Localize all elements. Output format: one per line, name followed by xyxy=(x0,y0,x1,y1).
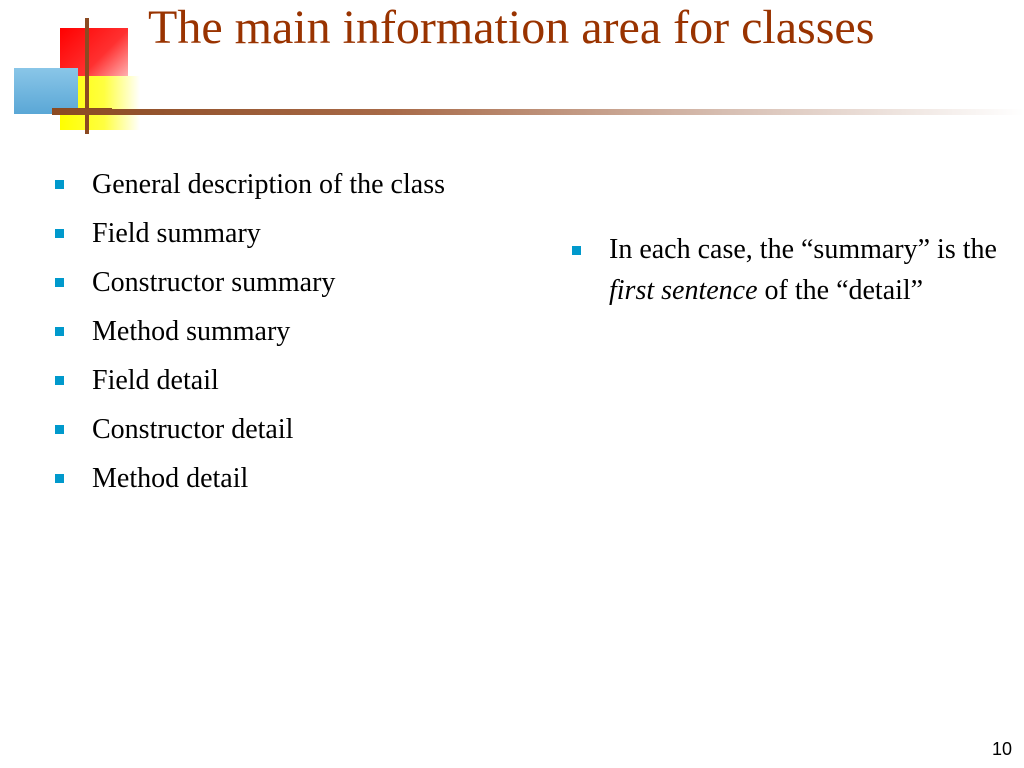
square-bullet-icon xyxy=(55,278,64,287)
square-bullet-icon xyxy=(55,474,64,483)
square-bullet-icon xyxy=(55,327,64,336)
list-item-text: Constructor detail xyxy=(92,414,294,445)
list-item-text: Method detail xyxy=(92,463,249,494)
summary-note xyxy=(572,229,1009,311)
list-item xyxy=(55,258,535,307)
square-bullet-icon xyxy=(572,246,581,255)
list-item xyxy=(55,307,535,356)
list-item-text: Method summary xyxy=(92,316,291,347)
list-item xyxy=(55,356,535,405)
note-text-italic: first sentence xyxy=(609,275,758,306)
slide-logo xyxy=(0,0,160,140)
list-item-text: General description of the class xyxy=(92,169,445,200)
list-item xyxy=(55,160,535,209)
list-item-text: Constructor summary xyxy=(92,267,336,298)
square-bullet-icon xyxy=(55,229,64,238)
square-bullet-icon xyxy=(55,376,64,385)
square-bullet-icon xyxy=(55,180,64,189)
list-item xyxy=(55,454,535,503)
bullet-list xyxy=(55,160,535,503)
list-item xyxy=(55,209,535,258)
title-underline xyxy=(52,109,1024,115)
list-item-text: Field detail xyxy=(92,365,219,396)
logo-vertical-line xyxy=(85,18,89,134)
page-number: 10 xyxy=(991,739,1012,759)
square-bullet-icon xyxy=(55,425,64,434)
note-text-part2: of the “detail” xyxy=(757,275,924,306)
list-item xyxy=(55,405,535,454)
slide-title: The main information area for classes xyxy=(148,1,875,54)
list-item-text: Field summary xyxy=(92,218,261,249)
note-text-part1: In each case, the “summary” is the xyxy=(609,234,997,265)
